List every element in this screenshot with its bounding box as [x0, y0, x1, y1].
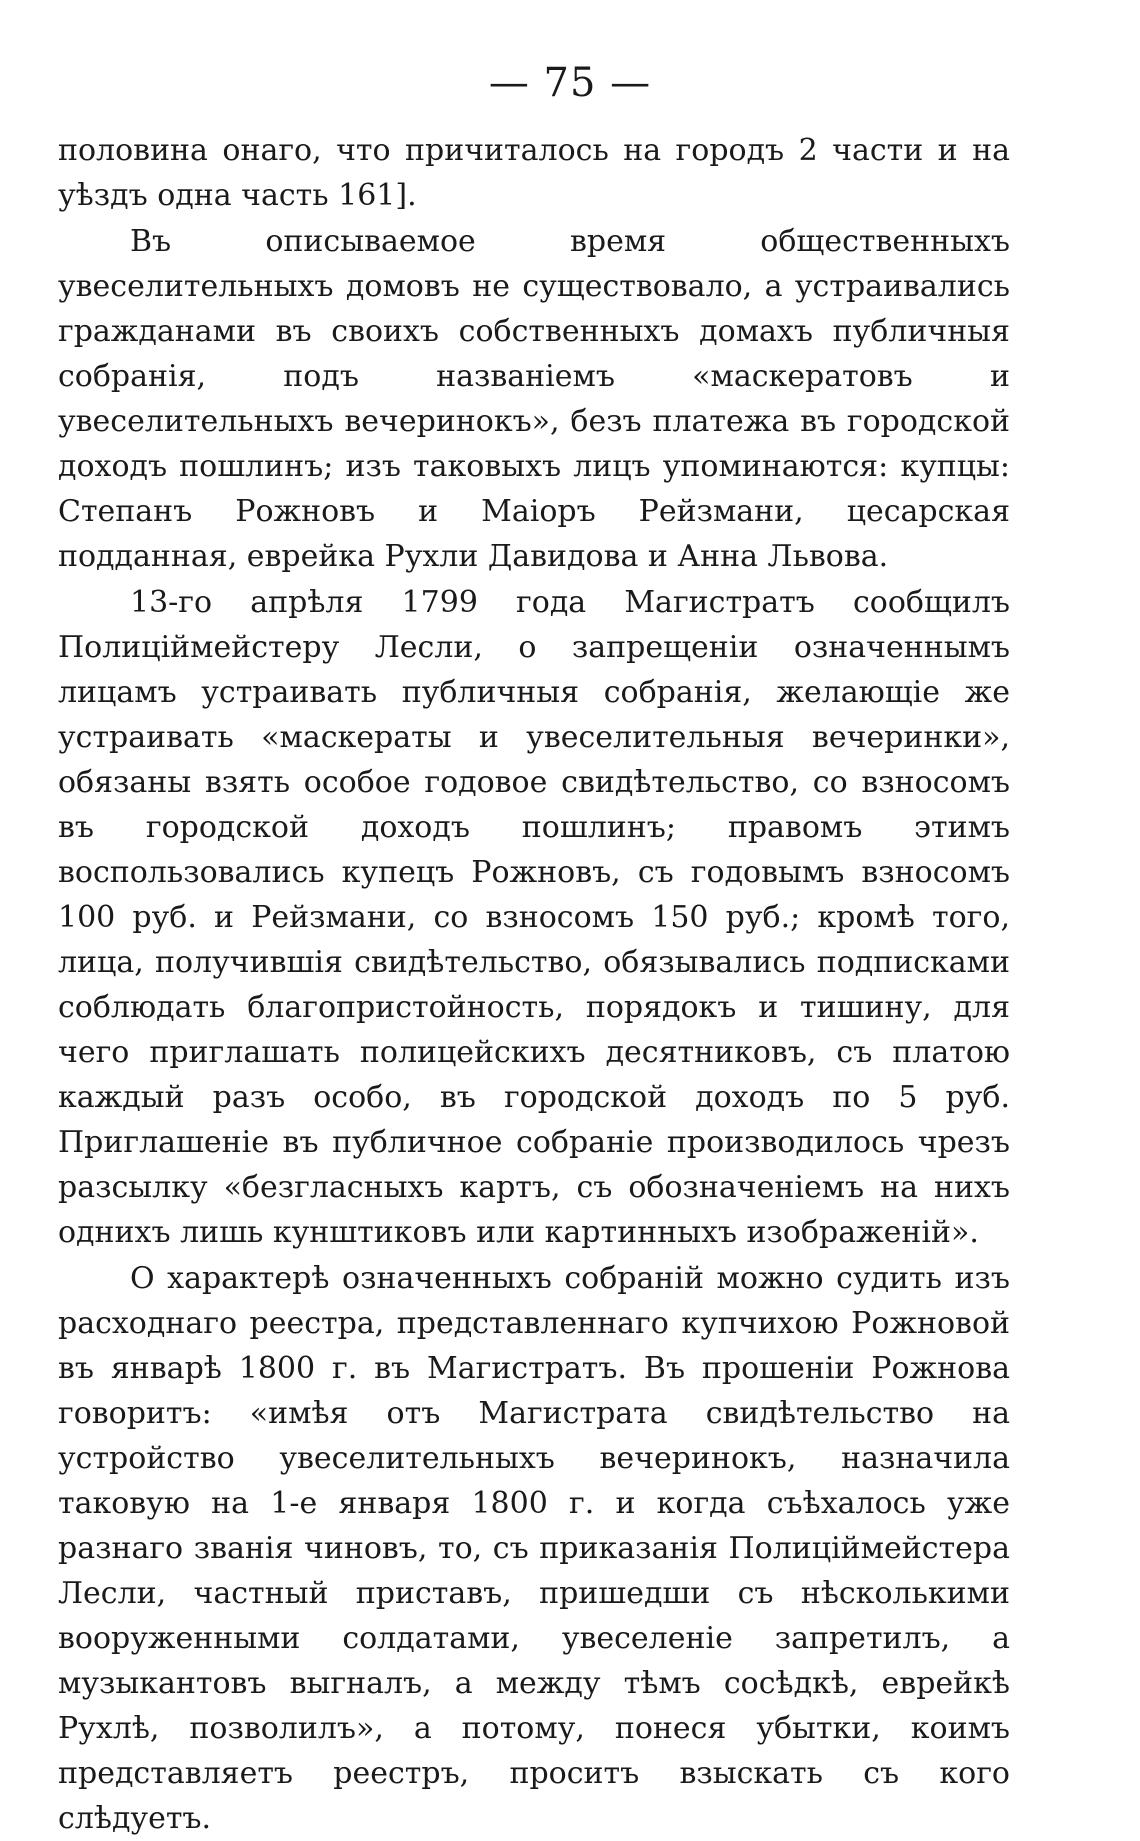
- paragraph-continuation: половина онаго, что причиталось на городъ 2 части и на уѣздъ одна часть 161].: [58, 133, 1010, 213]
- body-text: [58, 128, 1010, 1841]
- paragraph: О характерѣ означенныхъ собраній можно судить изъ расходнаго реестра, представленнаго купчихою Рожновой въ январѣ 1800 г. въ Магистратъ. Въ прошеніи Рожнова говоритъ: «имѣя отъ Магистрата свидѣтельство на устройство увеселительныхъ вечеринокъ, назначила таковую на 1-е января 1800 г. и когда съѣхалось уже разнаго званія чиновъ, то, съ приказанія Полиціймейстера Лесли, частный приставъ, пришедши съ нѣсколькими вооруженными солдатами, увеселеніе запретилъ, а музыкантовъ выгналъ, а между тѣмъ сосѣдкѣ, еврейкѣ Рухлѣ, позволилъ», а потому, понеся убытки, коимъ представляетъ реестръ, проситъ взыскать съ кого слѣдуетъ.: [58, 1261, 1010, 1836]
- paragraph: Въ описываемое время общественныхъ увеселительныхъ домовъ не существовало, а устраивались гражданами въ своихъ собственныхъ домахъ публичныя собранія, подъ названіемъ «маскератовъ и увеселительныхъ вечеринокъ», безъ платежа въ городской доходъ пошлинъ; изъ таковыхъ лицъ упоминаются: купцы: Степанъ Рожновъ и Маіоръ Рейзмани, цесарская подданная, еврейка Рухли Давидова и Анна Львова.: [58, 224, 1010, 574]
- paragraph: 13-го апрѣля 1799 года Магистратъ сообщилъ Полиціймейстеру Лесли, о запрещеніи означеннымъ лицамъ устраивать публичныя собранія, желающіе же устраивать «маскераты и увеселительныя вечеринки», обязаны взять особое годовое свидѣтельство, со взносомъ въ городской доходъ пошлинъ; правомъ этимъ воспользовались купецъ Рожновъ, съ годовымъ взносомъ 100 руб. и Рейзмани, со взносомъ 150 руб.; кромѣ того, лица, получившія свидѣтельство, обязывались подписками соблюдать благопристойность, порядокъ и тишину, для чего приглашать полицейскихъ десятниковъ, съ платою каждый разъ особо, въ городской доходъ по 5 руб. Приглашеніе въ публичное собраніе производилось чрезъ разсылку «безгласныхъ картъ, съ обозначеніемъ на нихъ однихъ лишь кунштиковъ или картинныхъ изображеній».: [58, 585, 1010, 1250]
- page-number: — 75 —: [488, 60, 652, 106]
